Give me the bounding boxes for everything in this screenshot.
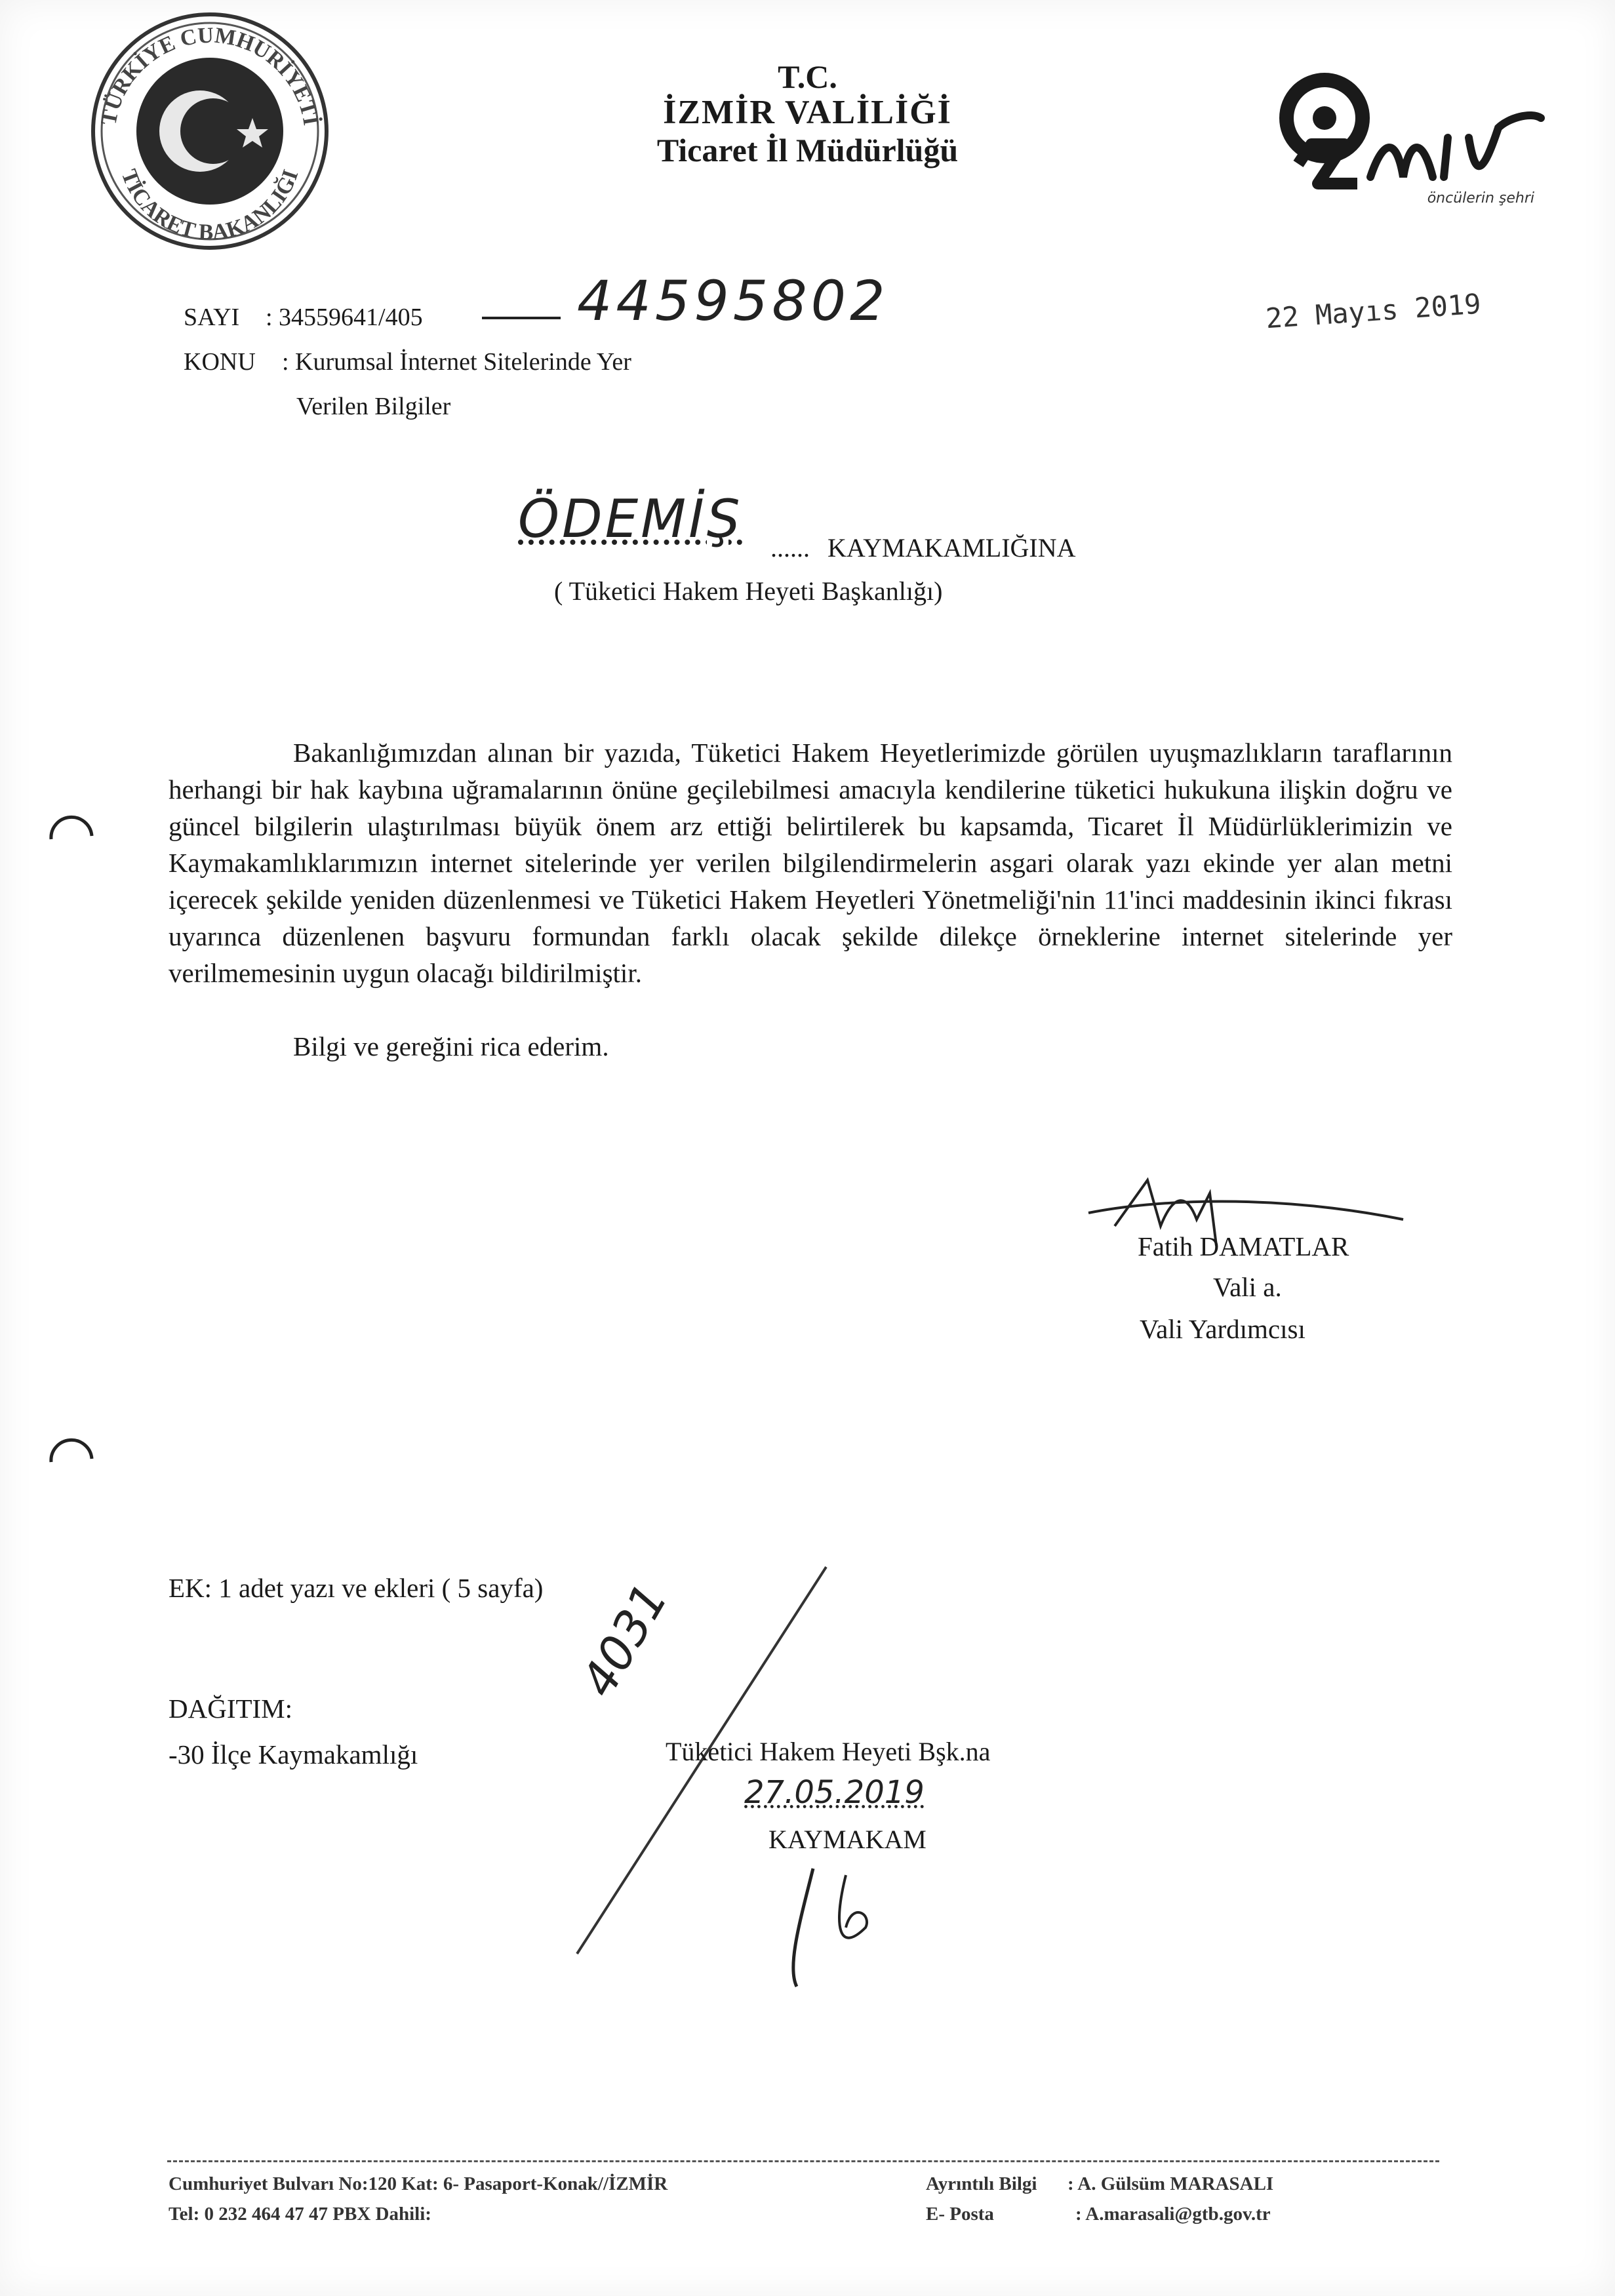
stamp-line-3: KAYMAKAM bbox=[768, 1825, 927, 1854]
signatory-title-2: Vali Yardımcısı bbox=[1140, 1314, 1306, 1344]
addressee-kaymakamlik: KAYMAKAMLIĞINA bbox=[827, 533, 1076, 563]
signatory-title-1: Vali a. bbox=[1213, 1272, 1282, 1302]
attachment-text: EK: 1 adet yazı ve ekleri ( 5 sayfa) bbox=[169, 1573, 544, 1603]
header-tc: T.C. bbox=[778, 58, 837, 95]
sayi-handwritten: 44595802 bbox=[577, 269, 889, 333]
letter-body bbox=[169, 734, 1452, 1065]
header-mudurluk: Ticaret İl Müdürlüğü bbox=[656, 132, 959, 168]
addressee-handwritten: ÖDEMİŞ bbox=[518, 488, 743, 549]
footer-tel: Tel: 0 232 464 47 47 PBX Dahili: bbox=[169, 2204, 431, 2225]
konu-line1: : Kurumsal İnternet Sitelerinde Yer bbox=[282, 348, 631, 376]
sayi-dash-icon bbox=[479, 311, 564, 325]
header-valilik: İZMİR VALİLİĞİ bbox=[663, 94, 952, 131]
footer-divider bbox=[167, 2160, 1439, 2162]
body-paragraph-2: Bilgi ve gereğini rica ederim. bbox=[293, 1031, 609, 1061]
konu-line2: Verilen Bilgiler bbox=[296, 393, 451, 420]
sayi-value: : 34559641/405 bbox=[266, 304, 423, 331]
distribution-item: -30 İlçe Kaymakamlığı bbox=[169, 1739, 418, 1770]
stamp-line-1: Tüketici Hakem Heyeti Bşk.na bbox=[666, 1737, 991, 1766]
stamp-date: 27.05.2019 bbox=[744, 1774, 925, 1811]
stamp-handwritten-number: 4031 bbox=[570, 1574, 679, 1706]
konu-label: KONU bbox=[184, 348, 256, 376]
svg-text:TÜRKİYE CUMHURİYETİ: TÜRKİYE CUMHURİYETİ bbox=[96, 23, 323, 128]
punch-hole-top-icon bbox=[46, 810, 98, 849]
body-paragraph-1: Bakanlığımızdan alınan bir yazıda, Tüketici Hakem Heyetlerimizde görülen uyuşmazlıkların taraflarının herhangi bir hak kaybına uğramalarının önüne geçilebilmesi amacıyla kendilerine tüketici hukukuna ilişkin doğru ve güncel bilgilerin ulaştırılması büyük önem arz ettiği belirtilerek bu kapsamda, Ticaret İl Müdürlüklerimizin ve Kaymakamlıklarımızın internet sitelerinde yer verilen bilgilendirmelerin asgari olarak yazı ekinde yer alan metni içerecek şekilde yeniden düzenlenmesi ve Tüketici Hakem Heyetleri Yönetmeliği'nin 11'inci maddesinin ikinci fıkrası uyarınca düzenlenen başvuru formundan farklı olacak şekilde dilekçe örneklerine internet sitelerinde yer verilmemesinin uygun olacağı bildirilmiştir. bbox=[169, 738, 1452, 988]
svg-text:TİCARET BAKANLIĞI: TİCARET BAKANLIĞI bbox=[116, 166, 304, 245]
izmir-tagline: öncülerin şehri bbox=[1427, 190, 1534, 207]
footer-email-value: : A.marasali@gtb.gov.tr bbox=[1075, 2204, 1271, 2225]
sayi-label: SAYI bbox=[184, 304, 240, 331]
distribution-label: DAĞITIM: bbox=[169, 1693, 293, 1724]
addressee-dots: ...... bbox=[770, 533, 810, 563]
addressee-baskanlik: ( Tüketici Hakem Heyeti Başkanlığı) bbox=[554, 576, 943, 606]
footer-info-value: : A. Gülsüm MARASALI bbox=[1067, 2173, 1274, 2194]
punch-hole-bottom-icon bbox=[46, 1433, 98, 1472]
footer-email-label: E- Posta bbox=[926, 2204, 994, 2225]
izmir-logo-icon bbox=[1272, 66, 1547, 197]
footer-info-label: Ayrıntılı Bilgi bbox=[926, 2173, 1037, 2194]
date-stamp: 22 Mayıs 2019 bbox=[1264, 287, 1483, 335]
footer-address: Cumhuriyet Bulvarı No:120 Kat: 6- Pasaport-Konak//İZMİR bbox=[169, 2173, 668, 2194]
signatory-name: Fatih DAMATLAR bbox=[1138, 1231, 1349, 1261]
